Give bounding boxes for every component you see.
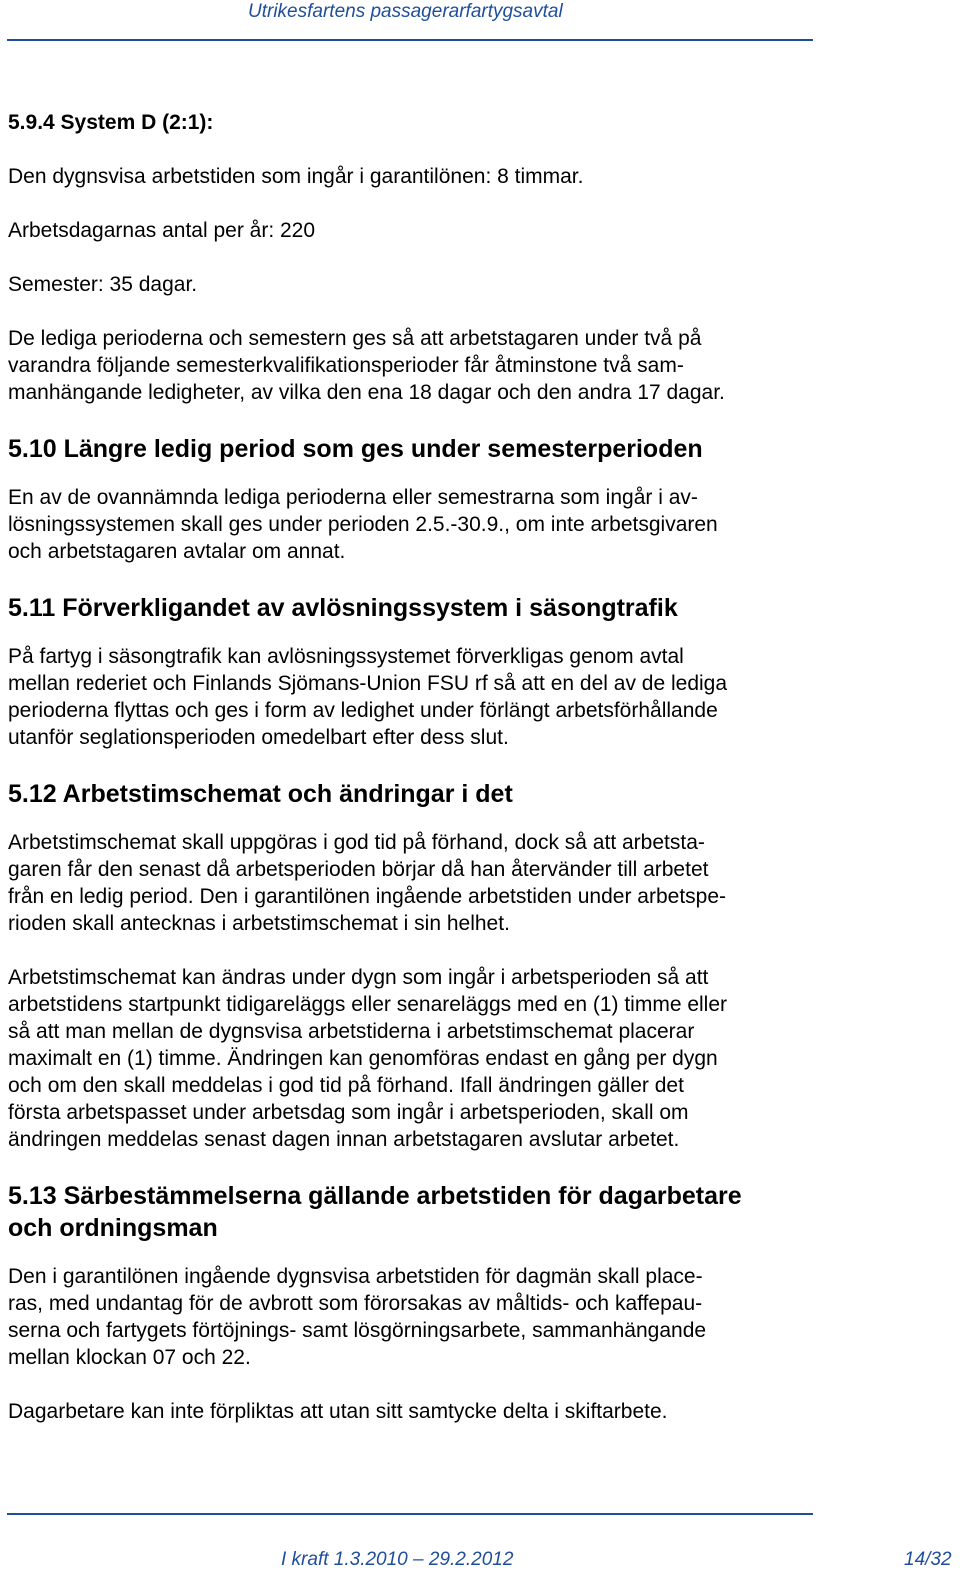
section-heading-5-10: 5.10 Längre ledig period som ges under semesterperioden — [8, 435, 703, 463]
paragraph-line: På fartyg i säsongtrafik kan avlösningssystemet förverkligas genom avtal — [8, 645, 684, 668]
paragraph — [8, 325, 820, 406]
paragraph-line: så att man mellan de dygnsvisa arbetstiderna i arbetstimschemat placerar — [8, 1020, 695, 1043]
footer-validity-period: I kraft 1.3.2010 – 29.2.2012 — [281, 1549, 514, 1570]
paragraph-line: första arbetspasset under arbetsdag som ingår i arbetsperioden, skall om — [8, 1101, 689, 1124]
heading-line: och ordningsman — [8, 1214, 218, 1242]
paragraph-line: perioderna flyttas och ges i form av ledighet under förlängt arbetsförhållande — [8, 699, 718, 722]
paragraph-line: ras, med undantag för de avbrott som förorsakas av måltids- och kaffepau- — [8, 1292, 703, 1315]
paragraph — [8, 829, 820, 937]
paragraph-line: De lediga perioderna och semestern ges så att arbetstagaren under två på — [8, 327, 702, 350]
paragraph-line: Den i garantilönen ingående dygnsvisa arbetstiden för dagmän skall place- — [8, 1265, 703, 1288]
section-heading-5-11: 5.11 Förverkligandet av avlösningssystem i säsongtrafik — [8, 594, 678, 622]
paragraph-line: Arbetstimschemat skall uppgöras i god tid på förhand, dock så att arbetsta- — [8, 831, 705, 854]
paragraph-line: mellan rederiet och Finlands Sjömans-Union FSU rf så att en del av de lediga — [8, 672, 728, 695]
paragraph-line: serna och fartygets förtöjnings- samt lösgörningsarbete, sammanhängande — [8, 1319, 707, 1342]
heading-line: 5.13 Särbestämmelserna gällande arbetstiden för dagarbetare — [8, 1182, 742, 1210]
paragraph-line: maximalt en (1) timme. Ändringen kan genomföras endast en gång per dygn — [8, 1047, 718, 1070]
paragraph — [8, 964, 820, 1153]
paragraph-line: lösningssystemen skall ges under perioden 2.5.-30.9., om inte arbetsgivaren — [8, 513, 718, 536]
paragraph-line: och arbetstagaren avtalar om annat. — [8, 540, 346, 563]
paragraph-line: manhängande ledigheter, av vilka den ena 18 dagar och den andra 17 dagar. — [8, 381, 725, 404]
document-header-title: Utrikesfartens passagerarfartygsavtal — [248, 1, 563, 22]
paragraph-line: rioden skall antecknas i arbetstimschemat i sin helhet. — [8, 912, 510, 935]
paragraph-line: från en ledig period. Den i garantilönen ingående arbetstiden under arbetspe- — [8, 885, 726, 908]
paragraph — [8, 643, 820, 751]
paragraph: Semester: 35 dagar. — [8, 273, 198, 296]
paragraph — [8, 1263, 820, 1371]
paragraph-line: och om den skall meddelas i god tid på förhand. Ifall ändringen gäller det — [8, 1074, 684, 1097]
paragraph-line: garen får den senast då arbetsperioden börjar då han återvänder till arbetet — [8, 858, 709, 881]
paragraph-line: En av de ovannämnda lediga perioderna eller semestrarna som ingår i av- — [8, 486, 698, 509]
section-heading-5-13 — [8, 1180, 820, 1244]
paragraph-line: mellan klockan 07 och 22. — [8, 1346, 251, 1369]
section-heading-5-12: 5.12 Arbetstimschemat och ändringar i det — [8, 780, 513, 808]
paragraph: Dagarbetare kan inte förpliktas att utan sitt samtycke delta i skiftarbete. — [8, 1400, 668, 1423]
header-divider — [7, 39, 813, 41]
paragraph-line: ändringen meddelas senast dagen innan arbetstagaren avslutar arbetet. — [8, 1128, 680, 1151]
paragraph-line: varandra följande semesterkvalifikationsperioder får åtminstone två sam- — [8, 354, 684, 377]
paragraph: Den dygnsvisa arbetstiden som ingår i garantilönen: 8 timmar. — [8, 165, 584, 188]
paragraph-line: Arbetstimschemat kan ändras under dygn som ingår i arbetsperioden så att — [8, 966, 709, 989]
page-number: 14/32 — [904, 1549, 952, 1570]
section-heading-5-9-4: 5.9.4 System D (2:1): — [8, 111, 214, 134]
footer-divider — [7, 1513, 813, 1515]
paragraph-line: utanför seglationsperioden omedelbart efter dess slut. — [8, 726, 509, 749]
paragraph: Arbetsdagarnas antal per år: 220 — [8, 219, 316, 242]
paragraph-line: arbetstidens startpunkt tidigareläggs eller senareläggs med en (1) timme eller — [8, 993, 728, 1016]
paragraph — [8, 484, 820, 565]
document-body — [8, 108, 820, 1452]
